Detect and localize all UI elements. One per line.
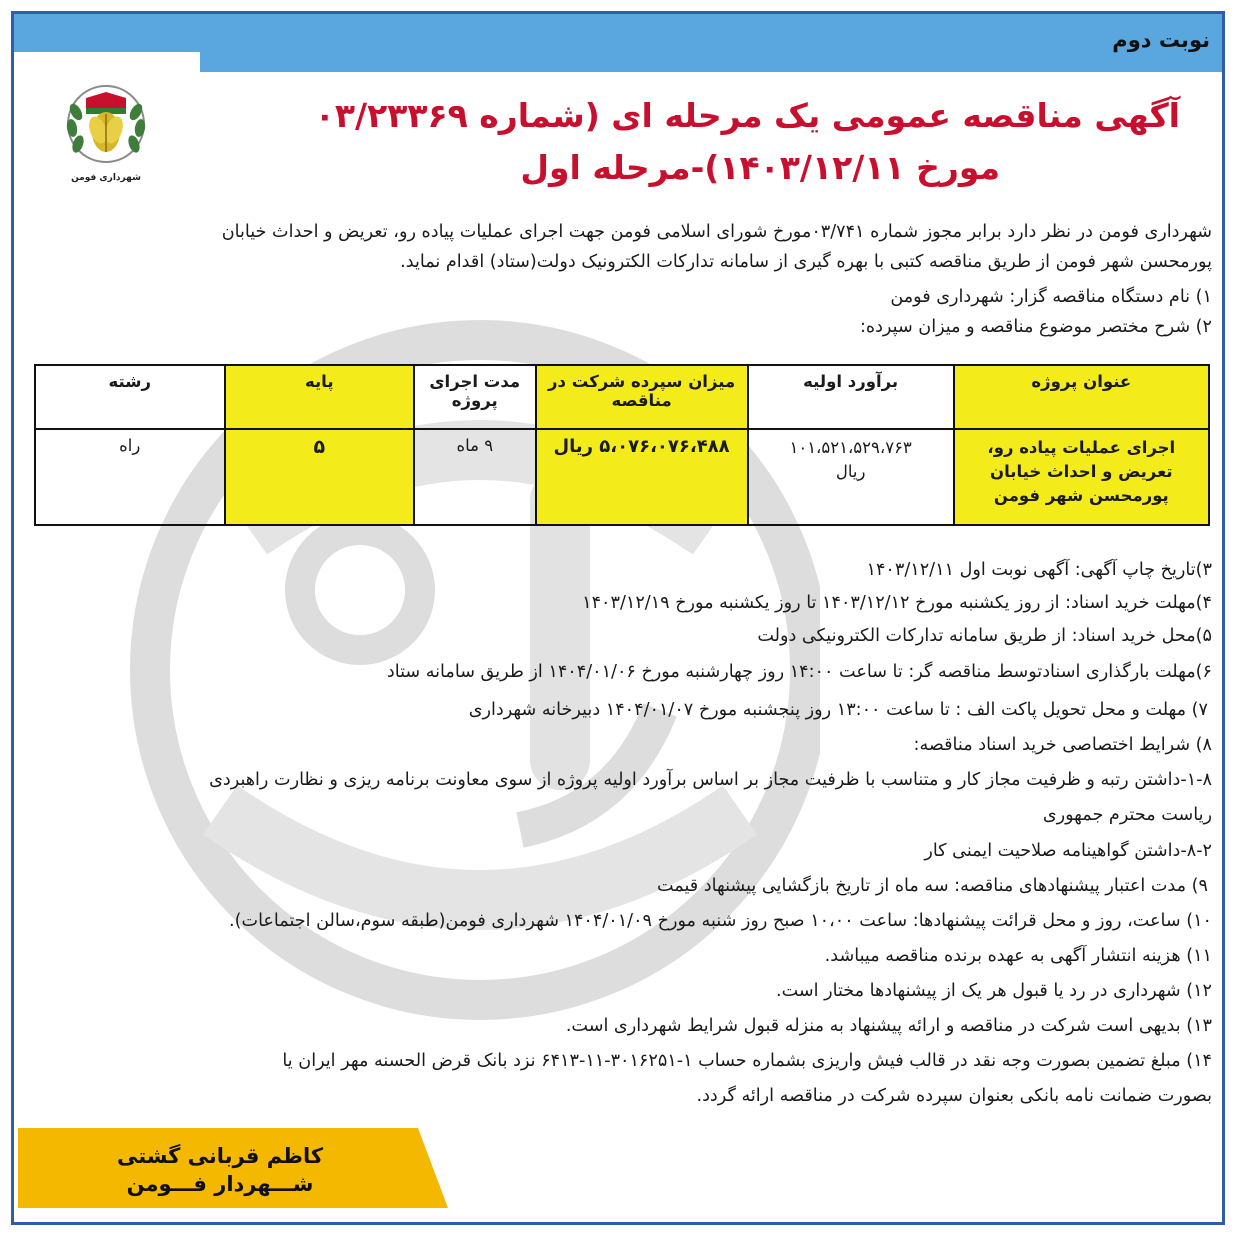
mayor-role: شـــهردار فـــومن: [126, 1172, 314, 1196]
header-grade: پایه: [225, 365, 414, 429]
cell-grade: ۵: [225, 429, 414, 525]
item-13: ۱۳) بدیهی است شرکت در مناقصه و ارائه پیشنهاد به منزله قبول شرایط شهرداری است.: [565, 1016, 1212, 1036]
header-field: رشته: [35, 365, 225, 429]
header-initial-estimate: برآورد اولیه: [748, 365, 954, 429]
item-4: ۴)مهلت خرید اسناد: از روز یکشنبه مورخ ۱۴۰۳/۱۲/۱۲ تا روز یکشنبه مورخ ۱۴۰۳/۱۲/۱۹: [582, 593, 1212, 613]
deposit-unit: ریال: [553, 436, 593, 457]
intro-paragraph-2: پورمحسن شهر فومن از طریق مناقصه کتبی با بهره گیری از سامانه تدارکات الکترونیک دولت(ستاد) اقدام نماید.: [400, 252, 1212, 272]
item-14: ۱۴) مبلغ تضمین بصورت وجه نقد در قالب فیش واریزی بشماره حساب ۱-۳۰۱۶۲۵۱-۱۱-۶۴۱۳ نزد بانک قرض الحسنه مهر ایران یا: [282, 1051, 1212, 1071]
item-12: ۱۲) شهرداری در رد یا قبول هر یک از پیشنهادها مختار است.: [776, 981, 1212, 1001]
signature-block: [60, 1142, 380, 1198]
header-duration: مدت اجرای پروژه: [414, 365, 536, 429]
item-1: ۱) نام دستگاه مناقصه گزار: شهرداری فومن: [890, 287, 1212, 307]
cell-project-title: اجرای عملیات پیاده رو، تعریض و احداث خیابان پورمحسن شهر فومن: [954, 429, 1209, 525]
initial-estimate-unit: ریال: [835, 462, 866, 481]
item-14-continued: بصورت ضمانت نامه بانکی بعنوان سپرده شرکت در مناقصه ارائه گردد.: [696, 1086, 1212, 1106]
notice-title: [280, 90, 1180, 194]
header-deposit: میزان سپرده شرکت در مناقصه: [536, 365, 748, 429]
item-8-1-continued: ریاست محترم جمهوری: [1042, 805, 1212, 825]
item-9: ۹) مدت اعتبار پیشنهادهای مناقصه: سه ماه از تاریخ بازگشایی پیشنهاد قیمت: [657, 876, 1208, 896]
intro-paragraph-1: شهرداری فومن در نظر دارد برابر مجوز شماره ۰۳/۷۴۱مورخ شورای اسلامی فومن جهت اجرای عملیات پیاده رو، تعریض و احداث خیابان: [221, 222, 1212, 242]
cell-duration: ۹ ماه: [414, 429, 536, 525]
item-2: ۲) شرح مختصر موضوع مناقصه و میزان سپرده:: [859, 317, 1212, 337]
item-10: ۱۰) ساعت، روز و محل قرائت پیشنهادها: ساعت ۱۰،۰۰ صبح روز شنبه مورخ ۱۴۰۴/۰۱/۰۹ شهرداری فومن(طبقه سوم،سالن اجتماعات).: [229, 911, 1212, 931]
deposit-amount: ۵،۰۷۶،۰۷۶،۴۸۸: [599, 436, 730, 457]
item-8-1: ۱-۸-داشتن رتبه و ظرفیت مجاز کار و متناسب با ظرفیت مجاز بر اساس برآورد اولیه پروژه از سوی معاونت برنامه ریزی و نظارت راهبردی: [209, 770, 1212, 790]
logo-text: شهرداری فومن: [71, 173, 141, 183]
round-label: نوبت دوم: [1112, 28, 1210, 52]
item-5: ۵)محل خرید اسناد: از طریق سامانه تدارکات الکترونیکی دولت: [757, 626, 1212, 646]
header-project-title: عنوان پروژه: [954, 365, 1209, 429]
cell-initial-estimate: [748, 429, 954, 525]
tender-table: [34, 364, 1210, 526]
item-6: ۶)مهلت بارگذاری اسنادتوسط مناقصه گر: تا ساعت ۱۴:۰۰ روز چهارشنبه مورخ ۱۴۰۴/۰۱/۰۶ از طریق سامانه ستاد: [386, 662, 1212, 682]
item-11: ۱۱) هزینه انتشار آگهی به عهده برنده مناقصه میباشد.: [824, 946, 1212, 966]
item-8: ۸) شرایط اختصاصی خرید اسناد مناقصه:: [913, 735, 1212, 755]
cell-deposit: [536, 429, 748, 525]
municipality-logo: [46, 72, 166, 192]
initial-estimate-amount: ۱۰۱،۵۲۱،۵۲۹،۷۶۳: [789, 438, 912, 457]
table-header-row: [35, 365, 1209, 429]
title-line-1: آگهی مناقصه عمومی یک مرحله ای (شماره ۰۳/۲۳۳۶۹: [314, 96, 1180, 135]
mayor-name: کاظم قربانی گشتی: [116, 1144, 324, 1168]
item-3: ۳)تاریخ چاپ آگهی: آگهی نوبت اول ۱۴۰۳/۱۲/۱۱: [866, 560, 1212, 580]
table-row: [35, 429, 1209, 525]
item-7: ۷) مهلت و محل تحویل پاکت الف : تا ساعت ۱۳:۰۰ روز پنجشنبه مورخ ۱۴۰۴/۰۱/۰۷ دبیرخانه شهرداری: [468, 700, 1208, 720]
title-line-2: مورخ ۱۴۰۳/۱۲/۱۱)-مرحله اول: [520, 148, 1000, 187]
item-8-2: ۸-۲-داشتن گواهینامه صلاحیت ایمنی کار: [924, 841, 1212, 861]
cell-field: راه: [35, 429, 225, 525]
